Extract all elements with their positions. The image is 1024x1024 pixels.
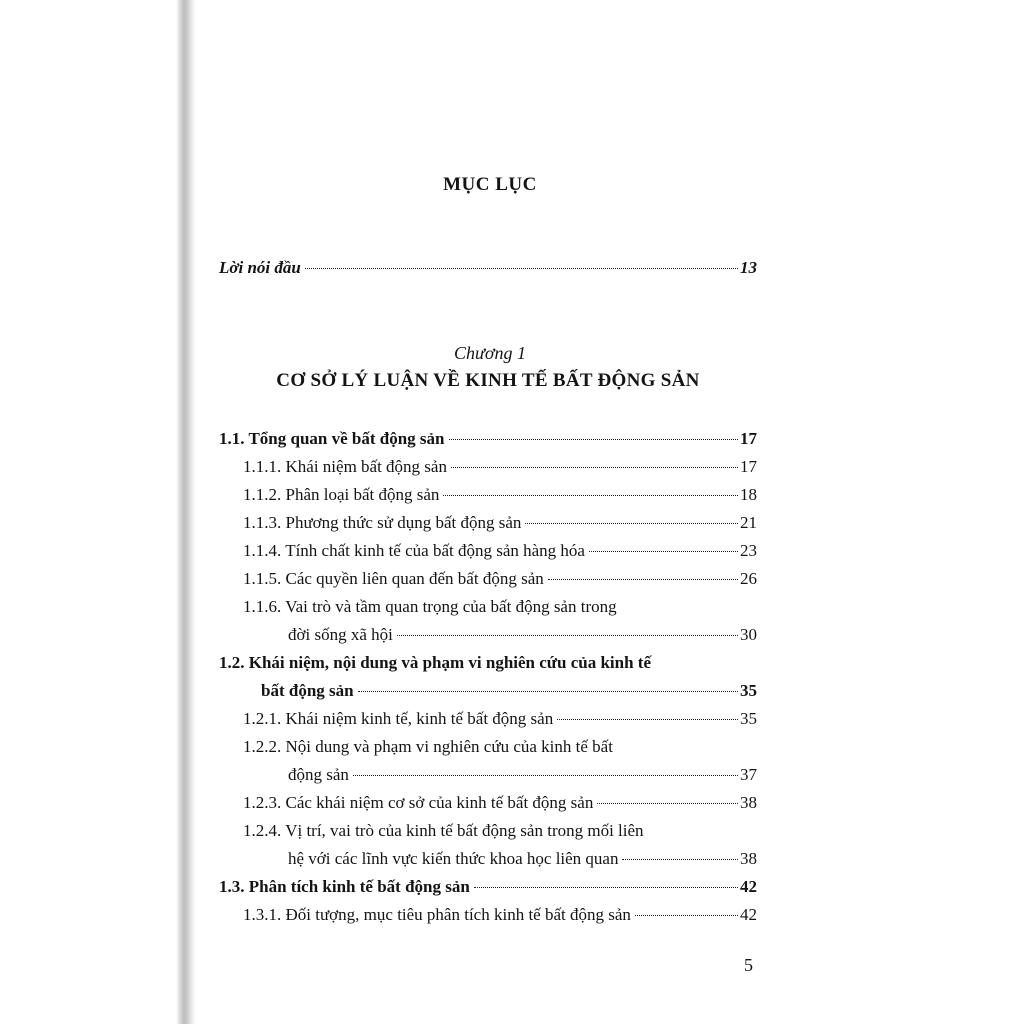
chapter-title: CƠ SỞ LÝ LUẬN VỀ KINH TẾ BẤT ĐỘNG SẢN (276, 370, 700, 391)
dot-leader (449, 439, 739, 440)
toc-entry-label: bất động sản (261, 681, 354, 700)
dot-leader (451, 467, 738, 468)
toc-entry-label: 1.1.2. Phân loại bất động sản (243, 485, 440, 504)
toc-entry-1-3[interactable] (219, 877, 757, 897)
toc-entry-label: 1.2.1. Khái niệm kinh tế, kinh tế bất động sản (243, 709, 554, 728)
toc-entry-label: hệ với các lĩnh vực kiến thức khoa học liên quan (288, 849, 619, 868)
toc-entry-label: 1.1.4. Tính chất kinh tế của bất động sản hàng hóa (243, 541, 585, 560)
toc-entry-page: 13 (740, 258, 757, 277)
toc-entry-1-1-5[interactable] (243, 569, 757, 589)
toc-entry-label: đời sống xã hội (288, 625, 393, 644)
toc-entry-1-2-line1[interactable]: 1.2. Khái niệm, nội dung và phạm vi nghiên cứu của kinh tế (219, 653, 651, 672)
dot-leader (635, 915, 738, 916)
toc-entry-1-2-2-line1[interactable]: 1.2.2. Nội dung và phạm vi nghiên cứu của kinh tế bất (243, 737, 613, 756)
toc-entry-label: 1.3.1. Đối tượng, mục tiêu phân tích kinh tế bất động sản (243, 905, 631, 924)
book-spine-shadow (0, 0, 196, 1024)
toc-entry-label: 1.1.1. Khái niệm bất động sản (243, 457, 447, 476)
dot-leader (622, 859, 738, 860)
toc-entry-1-2[interactable] (261, 681, 757, 701)
toc-entry-1-3-1[interactable] (243, 905, 757, 925)
toc-entry-foreword[interactable] (219, 258, 757, 278)
toc-entry-page: 42 (740, 877, 757, 896)
toc-entry-1-2-4-line1[interactable]: 1.2.4. Vị trí, vai trò của kinh tế bất động sản trong mối liên (243, 821, 644, 840)
chapter-label: Chương 1 (454, 343, 526, 363)
page-title: MỤC LỤC (443, 174, 537, 195)
dot-leader (358, 691, 738, 692)
toc-entry-page: 37 (740, 765, 757, 784)
toc-entry-label: động sản (288, 765, 349, 784)
dot-leader (474, 887, 738, 888)
dot-leader (525, 523, 738, 524)
toc-entry-1-2-2[interactable] (288, 765, 757, 785)
toc-entry-1-1-1[interactable] (243, 457, 757, 477)
toc-entry-label: 1.1.3. Phương thức sử dụng bất động sản (243, 513, 522, 532)
toc-entry-page: 42 (740, 905, 757, 924)
toc-entry-page: 35 (740, 709, 757, 728)
toc-entry-1-1-6-line1[interactable]: 1.1.6. Vai trò và tầm quan trọng của bất động sản trong (243, 597, 617, 616)
toc-entry-1-2-4[interactable] (288, 849, 757, 869)
dot-leader (353, 775, 738, 776)
dot-leader (443, 495, 738, 496)
toc-entry-page: 38 (740, 849, 757, 868)
toc-entry-1-2-3[interactable] (243, 793, 757, 813)
toc-entry-page: 21 (740, 513, 757, 532)
toc-entry-label: 1.2.3. Các khái niệm cơ sở của kinh tế bất động sản (243, 793, 594, 812)
toc-entry-1-1[interactable] (219, 429, 757, 449)
dot-leader (597, 803, 738, 804)
toc-entry-label: 1.1. Tổng quan về bất động sản (219, 429, 445, 448)
toc-entry-page: 17 (740, 429, 757, 448)
dot-leader (557, 719, 738, 720)
dot-leader (305, 268, 738, 269)
toc-entry-page: 17 (740, 457, 757, 476)
toc-entry-page: 18 (740, 485, 757, 504)
toc-entry-page: 30 (740, 625, 757, 644)
page-number: 5 (744, 955, 753, 975)
toc-entry-label: 1.1.5. Các quyền liên quan đến bất động sản (243, 569, 544, 588)
toc-entry-page: 23 (740, 541, 757, 560)
toc-entry-1-1-6[interactable] (288, 625, 757, 645)
toc-entry-page: 35 (740, 681, 757, 700)
toc-entry-page: 26 (740, 569, 757, 588)
toc-entry-1-2-1[interactable] (243, 709, 757, 729)
toc-entry-1-1-3[interactable] (243, 513, 757, 533)
dot-leader (397, 635, 738, 636)
toc-entry-1-1-2[interactable] (243, 485, 757, 505)
toc-entry-1-1-4[interactable] (243, 541, 757, 561)
dot-leader (548, 579, 738, 580)
toc-entry-page: 38 (740, 793, 757, 812)
dot-leader (589, 551, 738, 552)
toc-entry-label: Lời nói đầu (219, 258, 301, 277)
toc-entry-label: 1.3. Phân tích kinh tế bất động sản (219, 877, 470, 896)
